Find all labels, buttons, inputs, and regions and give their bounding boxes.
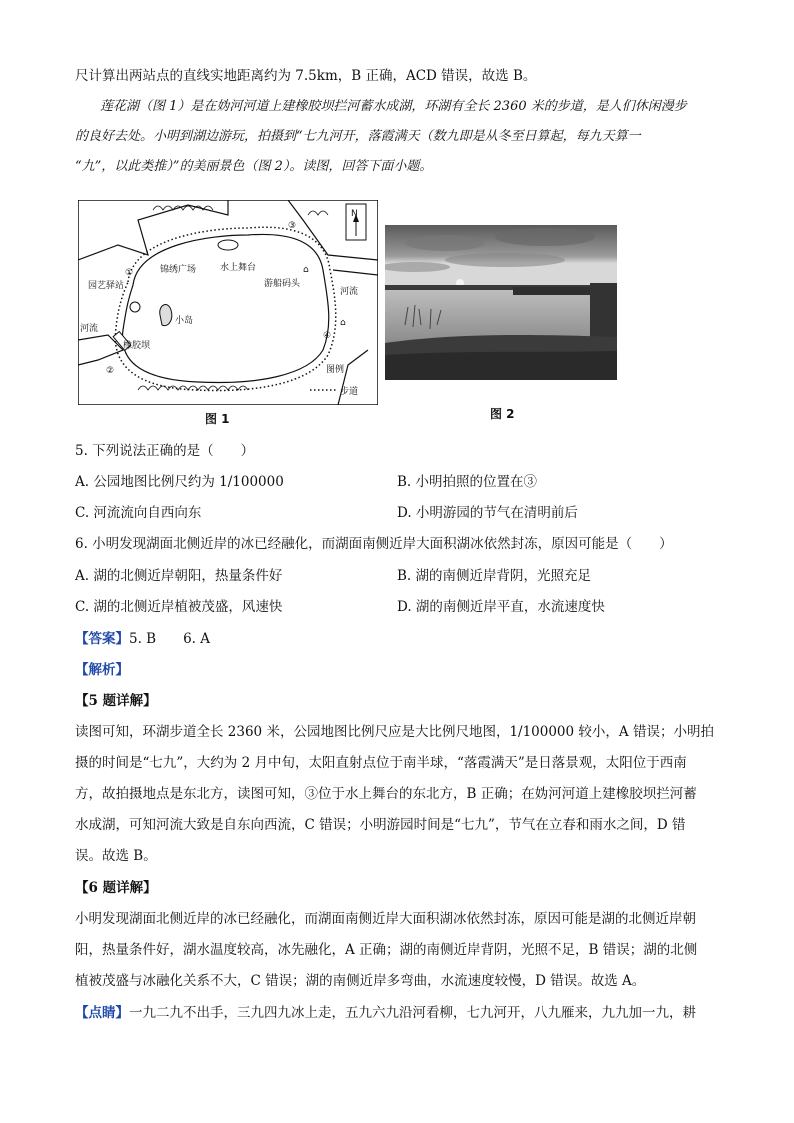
detail-6-p1: 小明发现湖面北侧近岸的冰已经融化，而湖面南侧近岸大面积湖冰依然封冻，原因可能是湖的北侧近岸朝: [75, 911, 696, 927]
detail-5-p1: 读图可知，环湖步道全长 2360 米，公园地图比例尺应是大比例尺地图，1/100000 较小，A 错误；小明拍: [75, 724, 714, 740]
q5-stem: 5. 下列说法正确的是（ ）: [75, 443, 255, 459]
pier-building-icon: ⌂: [303, 265, 309, 275]
detail-5-p4: 水成湖，可知河流大致是自东向西流，C 错误；小明游园时间是“七九”，节气在立春和雨水之间，D 错: [75, 817, 686, 833]
island-label: 小岛: [175, 316, 194, 326]
figure-1-map: [78, 200, 378, 405]
river-right-label: 河流: [340, 287, 359, 297]
jinxiu-square-label: 锦绣广场: [160, 265, 197, 275]
intro-line-4: “九”，以此类推）”的美丽景色（图 2）。读图，回答下面小题。: [75, 159, 433, 174]
detail-6-p3: 植被茂盛与冰融化关系不大，C 错误；湖的南侧近岸多弯曲，水流速度较慢，D 错误。故选 A。: [75, 973, 646, 989]
river-left-label: 河流: [80, 324, 99, 334]
dianjing-tag: 【点睛】: [75, 1005, 129, 1021]
detail-5-p2: 摄的时间是“七九”，大约为 2 月中旬，太阳直射点位于南半球，“落霞满天”是日落景观，太阳位于西南: [75, 755, 687, 771]
point-1-label: ①: [125, 268, 134, 278]
intro-line-1: 尺计算出两站点的直线实地距离约为 7.5km，B 正确，ACD 错误，故选 B。: [75, 68, 537, 84]
point-3-label: ③: [288, 221, 297, 231]
q5-option-d: D. 小明游园的节气在清明前后: [397, 505, 578, 521]
intro-line-3: 的良好去处。小明到湖边游玩，拍摄到“七九河开，落霞满天（数九即是从冬至日算起，每九天算一: [75, 129, 641, 144]
rubber-dam-label: 橡胶坝: [123, 341, 151, 351]
point-2-label: ②: [106, 366, 115, 376]
boat-pier-label: 游船码头: [264, 279, 301, 289]
dianjing-text: 一九二九不出手，三九四九冰上走，五九六九沿河看柳，七九河开，八九雁来，九九加一九，耕: [129, 1005, 696, 1021]
intro-line-2: 莲花湖（图 1）是在妫河河道上建橡胶坝拦河蓄水成湖，环湖有全长 2360 米的步道，是人们休闲漫步: [100, 99, 687, 114]
analysis-line: [75, 660, 129, 680]
q5-option-c: C. 河流流向自西向东: [75, 505, 202, 521]
answer-text: 5. B 6. A: [129, 631, 211, 647]
q5-option-b: B. 小明拍照的位置在③: [397, 474, 538, 490]
q6-option-c: C. 湖的北侧近岸植被茂盛，风速快: [75, 599, 283, 615]
detail-6-p2: 阳，热量条件好，湖水温度较高，冰先融化，A 正确；湖的南侧近岸背阴，光照不足，B 错误；湖的北侧: [75, 942, 698, 958]
figure-2-photo: [385, 225, 617, 380]
detail-5-p3: 方，故拍摄地点是东北方，读图可知，③位于水上舞台的东北方，B 正确；在妫河河道上建橡胶坝拦河蓄: [75, 786, 697, 802]
figure-1-caption: 图 1: [205, 412, 230, 426]
water-stage-label: 水上舞台: [220, 263, 257, 273]
legend-walkway-label: 步道: [340, 387, 359, 397]
q6-stem: 6. 小明发现湖面北侧近岸的冰已经融化，而湖面南侧近岸大面积湖冰依然封冻，原因可能是（ ）: [75, 536, 673, 552]
legend-title: 图例: [326, 365, 345, 375]
dianjing-line: [75, 1003, 696, 1023]
q6-option-b: B. 湖的南侧近岸背阴，光照充足: [397, 568, 592, 584]
analysis-tag: 【解析】: [75, 662, 129, 678]
yuanyi-station-label: 园艺驿站: [88, 281, 125, 291]
figure-2-caption: 图 2: [490, 407, 515, 421]
north-label: N: [351, 209, 358, 219]
detail-6-tag: 【6 题详解】: [75, 880, 157, 896]
q5-option-a: A. 公园地图比例尺约为 1/100000: [75, 474, 284, 490]
answer-line: [75, 629, 210, 649]
answer-tag: 【答案】: [75, 631, 129, 647]
point-4-label: ④: [323, 331, 332, 341]
detail-5-p5: 误。故选 B。: [75, 848, 157, 864]
house-icon: ⌂: [340, 318, 346, 328]
q6-option-d: D. 湖的南侧近岸平直，水流速度快: [397, 599, 605, 615]
detail-5-tag: 【5 题详解】: [75, 693, 157, 709]
q6-option-a: A. 湖的北侧近岸朝阳，热量条件好: [75, 568, 283, 584]
